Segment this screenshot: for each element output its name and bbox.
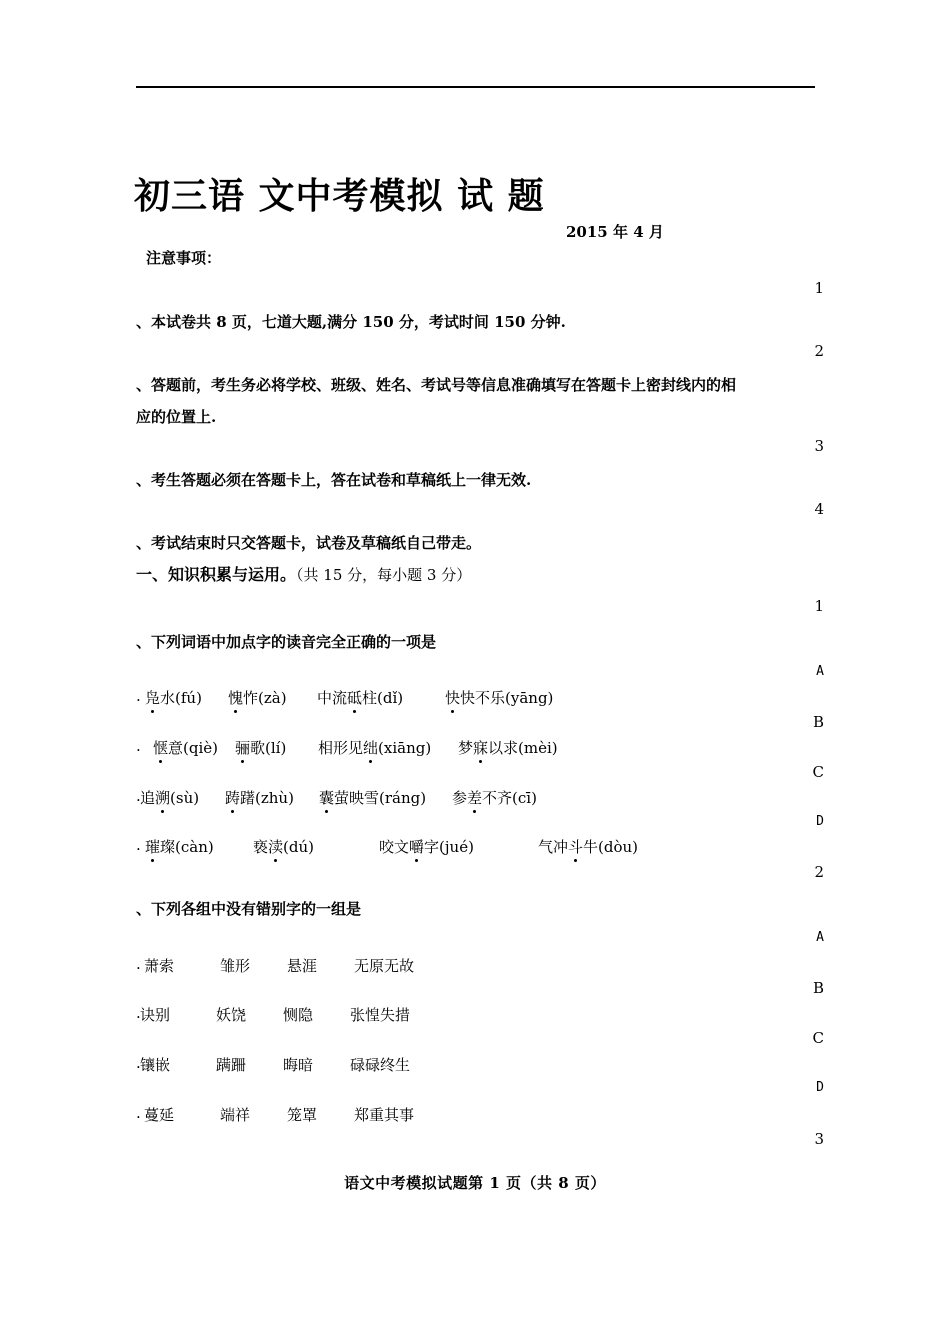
option-prefix: . [136, 1054, 141, 1072]
emphasis-dot-char: 嚼 [409, 838, 425, 856]
emphasis-dot-char: 凫 [145, 689, 161, 707]
option-item: 快快不乐(yāng) [445, 689, 554, 707]
emphasis-dot-char: 骊 [235, 739, 251, 757]
question-number-2: 2 [814, 863, 824, 881]
option-item: 璀璨(càn) [145, 838, 214, 856]
q2-option-letter-a: A [816, 930, 824, 945]
emphasis-dot-char: 惬 [153, 739, 169, 757]
option-item: 蹒跚 [216, 1056, 247, 1074]
emphasis-dot-char: 快 [445, 689, 461, 707]
q2-option-letter-c: C [812, 1029, 824, 1047]
option-item: 萧索 [144, 957, 175, 975]
option-item: 恻隐 [283, 1006, 314, 1024]
note-number-2: 2 [814, 342, 824, 360]
q1-option-letter-c: C [812, 763, 824, 781]
q1-option-letter-a: A [816, 664, 824, 679]
emphasis-dot-char: 渎 [268, 838, 284, 856]
option-item: 无原无故 [354, 957, 415, 975]
option-item: 梦寐以求(mèi) [458, 739, 558, 757]
question-stem-2: 、下列各组中没有错别字的一组是 [136, 900, 362, 918]
option-item: 相形见绌(xiāng) [318, 739, 432, 757]
option-prefix: . [136, 1004, 141, 1022]
option-item: 追溯(sù) [140, 789, 200, 807]
section-title: 一、知识积累与运用。 [136, 565, 297, 584]
note-number-1: 1 [814, 279, 824, 297]
option-item: 雏形 [220, 957, 251, 975]
option-item: 气冲斗牛(dòu) [538, 838, 639, 856]
note-text-3: 、考生答题必须在答题卡上，答在试卷和草稿纸上一律无效. [136, 471, 532, 489]
q2-option-letter-b: B [812, 979, 824, 997]
section-heading [136, 562, 471, 585]
exam-date: 2015 年 4 月 [566, 223, 664, 241]
note-text-2-cont: 应的位置上. [136, 408, 217, 426]
option-item: 中流砥柱(dǐ) [317, 689, 404, 707]
q1-option-letter-b: B [812, 713, 824, 731]
notice-label: 注意事项： [146, 249, 222, 267]
option-item: 晦暗 [283, 1056, 314, 1074]
option-item: 端祥 [220, 1106, 251, 1124]
emphasis-dot-char: 愧 [228, 689, 244, 707]
option-item: 张惶失措 [350, 1006, 411, 1024]
option-item: 惬意(qiè) [153, 739, 218, 757]
option-item: 诀别 [140, 1006, 171, 1024]
question-number-3: 3 [814, 1130, 824, 1148]
header-rule [136, 86, 815, 88]
page-title: 初三语 文中考模拟 试 题 [134, 175, 545, 217]
option-item: 悬涯 [287, 957, 318, 975]
emphasis-dot-char: 绌 [363, 739, 379, 757]
question-number-1: 1 [814, 597, 824, 615]
q1-option-letter-d: D [816, 814, 824, 829]
emphasis-dot-char: 璀 [145, 838, 161, 856]
emphasis-dot-char: 斗 [568, 838, 584, 856]
option-item: 囊萤映雪(ráng) [319, 789, 427, 807]
emphasis-dot-char: 溯 [155, 789, 171, 807]
option-item: 镶嵌 [140, 1056, 171, 1074]
option-prefix: . [136, 787, 141, 805]
option-item: 蔓延 [144, 1106, 175, 1124]
q2-option-letter-d: D [816, 1080, 824, 1095]
page-footer: 语文中考模拟试题第 1 页（共 8 页） [344, 1174, 606, 1192]
emphasis-dot-char: 囊 [319, 789, 335, 807]
emphasis-dot-char: 寐 [473, 739, 489, 757]
option-item: 郑重其事 [354, 1106, 415, 1124]
option-prefix: . [136, 737, 141, 755]
option-item: 碌碌终生 [350, 1056, 411, 1074]
note-text-2: 、答题前，考生务必将学校、班级、姓名、考试号等信息准确填写在答题卡上密封线内的相 [136, 376, 737, 394]
option-prefix: . [136, 836, 141, 854]
emphasis-dot-char: 砥 [347, 689, 363, 707]
option-item: 参差不齐(cī) [452, 789, 537, 807]
option-item: 咬文嚼字(jué) [379, 838, 474, 856]
note-number-3: 3 [814, 437, 824, 455]
question-stem-1: 、下列词语中加点字的读音完全正确的一项是 [136, 633, 437, 651]
note-text-1: 、本试卷共 8 页，七道大题,满分 150 分，考试时间 150 分钟. [136, 313, 566, 331]
option-item: 妖饶 [216, 1006, 247, 1024]
emphasis-dot-char: 踌 [225, 789, 241, 807]
section-points: （共 15 分，每小题 3 分） [296, 566, 472, 584]
option-item: 笼罩 [287, 1106, 318, 1124]
option-item: 亵渎(dú) [253, 838, 314, 856]
option-item: 愧怍(zà) [228, 689, 287, 707]
option-prefix: . [136, 687, 141, 705]
option-prefix: . [136, 1104, 141, 1122]
option-item: 骊歌(lí) [235, 739, 287, 757]
option-prefix: . [136, 955, 141, 973]
emphasis-dot-char: 差 [467, 789, 483, 807]
note-number-4: 4 [814, 500, 824, 518]
note-text-4: 、考试结束时只交答题卡，试卷及草稿纸自己带走。 [136, 534, 482, 552]
option-item: 凫水(fú) [145, 689, 202, 707]
option-item: 踌躇(zhù) [225, 789, 294, 807]
